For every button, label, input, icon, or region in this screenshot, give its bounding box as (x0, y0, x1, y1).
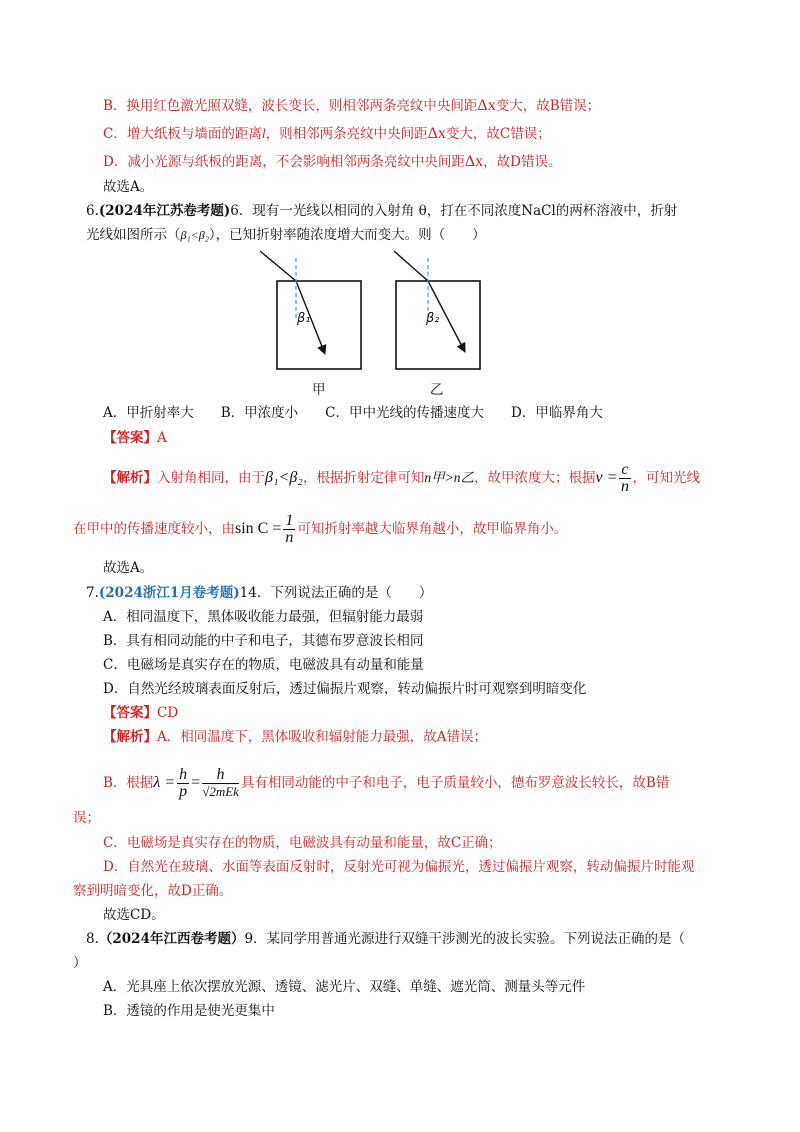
figure-caption-right: 乙 (430, 382, 444, 398)
question-8-option-a: A．光具座上依次摆放光源、透镜、滤光片、双缝、单缝、遮光筒、测量头等元件 (103, 979, 586, 995)
delta-x-symbol: Δx (477, 97, 496, 114)
question-8-stem: 8.（2024年江西卷考题）9．某同学用普通光源进行双缝干涉测光的波长实验。下列说法正确的是（ (86, 931, 686, 947)
question-7-stem: 7.(2024浙江1月卷考题)14．下列说法正确的是（ ） (86, 585, 433, 601)
explanation-7-b: B．根据λ = $\frac{h}{p}$ = $\frac{h}{\text{√2mEk}}$ 具有相同动能的中子和电子，电子质量较小，德布罗意波长较长，故B错 (103, 766, 670, 800)
explanation-7-d-line2: 察到明暗变化，故D正确。 (73, 883, 233, 899)
choose-answer-a: 故选A。 (103, 179, 154, 195)
fraction-1-over-n: $\frac{1}{n}$ (285, 512, 294, 546)
explanation-7-a: 【解析】A．相同温度下，黑体吸收和辐射能力最强，故A错误； (103, 729, 487, 745)
question-8-source-tag: （2024年江西卷考题） (98, 931, 245, 947)
question-6-stem-line2: 光线如图所示（β₁<β₂），已知折射率随浓度增大而变大。则（ ） (86, 227, 486, 243)
figure-caption-left: 甲 (312, 382, 326, 398)
beaker-left (260, 251, 361, 369)
refraction-figure (260, 248, 500, 393)
question-7-option-b: B．具有相同动能的中子和电子，其德布罗意波长相同 (103, 633, 424, 649)
question-6-stem: 6.(2024年江苏卷考题)6．现有一光线以相同的入射角 θ，打在不同浓度NaCl的两杯溶液中，折射 (86, 203, 678, 219)
fraction-h-over-sqrt: $\frac{h}{\text{√2mEk}}$ (202, 766, 239, 799)
answer-6: 【答案】A (103, 430, 167, 446)
question-6-options: A．甲折射率大 B．甲浓度小 C．甲中光线的传播速度大 D．甲临界角大 (103, 405, 603, 421)
explanation-7-c: C．电磁场是真实存在的物质，电磁波具有动量和能量，故C正确； (103, 835, 502, 851)
explanation-6-line1: 【解析】入射角相同，由于β₁<β₂，根据折射定律可知n甲>n乙，故甲浓度大；根据v = $\frac{c}{n}$ ，可知光线 (103, 461, 700, 495)
delta-x-symbol: Δx (427, 125, 446, 142)
choose-answer-cd: 故选CD。 (103, 907, 165, 923)
question-7-source-tag: (2024浙江1月卷考题) (98, 585, 240, 601)
answer-7: 【答案】CD (103, 705, 179, 721)
choose-answer-a-2: 故选A。 (103, 560, 154, 576)
question-7-option-a: A．相同温度下，黑体吸收能力最强，但辐射能力最弱 (103, 609, 424, 625)
question-8-option-b: B．透镜的作用是使光更集中 (103, 1003, 275, 1019)
question-7-option-d: D．自然光经玻璃表面反射后，透过偏振片观察，转动偏振片时可观察到明暗变化 (103, 681, 587, 697)
prev-option-c-explanation: C．增大纸板与墙面的距离l，则相邻两条亮纹中央间距Δx变大，故C错误； (103, 125, 551, 142)
figure-beta1-label: β₁ (297, 311, 311, 326)
fraction-c-over-n: $\frac{c}{n}$ (620, 461, 629, 495)
prev-option-b-explanation: B．换用红色激光照双缝，波长变长，则相邻两条亮纹中央间距Δx变大，故B错误； (103, 97, 601, 114)
question-7-option-c: C．电磁场是真实存在的物质，电磁波具有动量和能量 (103, 657, 424, 673)
explanation-6-line2: 在甲中的传播速度较小，由sin C = $\frac{1}{n}$ 可知折射率越大临界角越小，故甲临界角小。 (73, 512, 568, 546)
figure-beta2-label: β₂ (426, 311, 440, 326)
fraction-h-over-p: $\frac{h}{p}$ (179, 766, 188, 800)
delta-x-symbol: Δx (464, 153, 484, 170)
beaker-right (394, 251, 480, 369)
question-8-stem-line2: ） (73, 955, 87, 971)
beaker-left-box (277, 281, 361, 369)
incident-ray-right (394, 251, 428, 281)
incident-ray-left (260, 251, 296, 281)
explanation-7-b-end: 误； (73, 810, 100, 826)
explanation-7-d-line1: D．自然光在玻璃、水面等表面反射时，反射光可视为偏振光，透过偏振片观察，转动偏振片时能观 (103, 859, 695, 875)
question-6-source-tag: (2024年江苏卷考题) (98, 203, 231, 219)
prev-option-d-explanation: D．减小光源与纸板的距离，不会影响相邻两条亮纹中央间距Δx，故D错误。 (103, 153, 562, 170)
